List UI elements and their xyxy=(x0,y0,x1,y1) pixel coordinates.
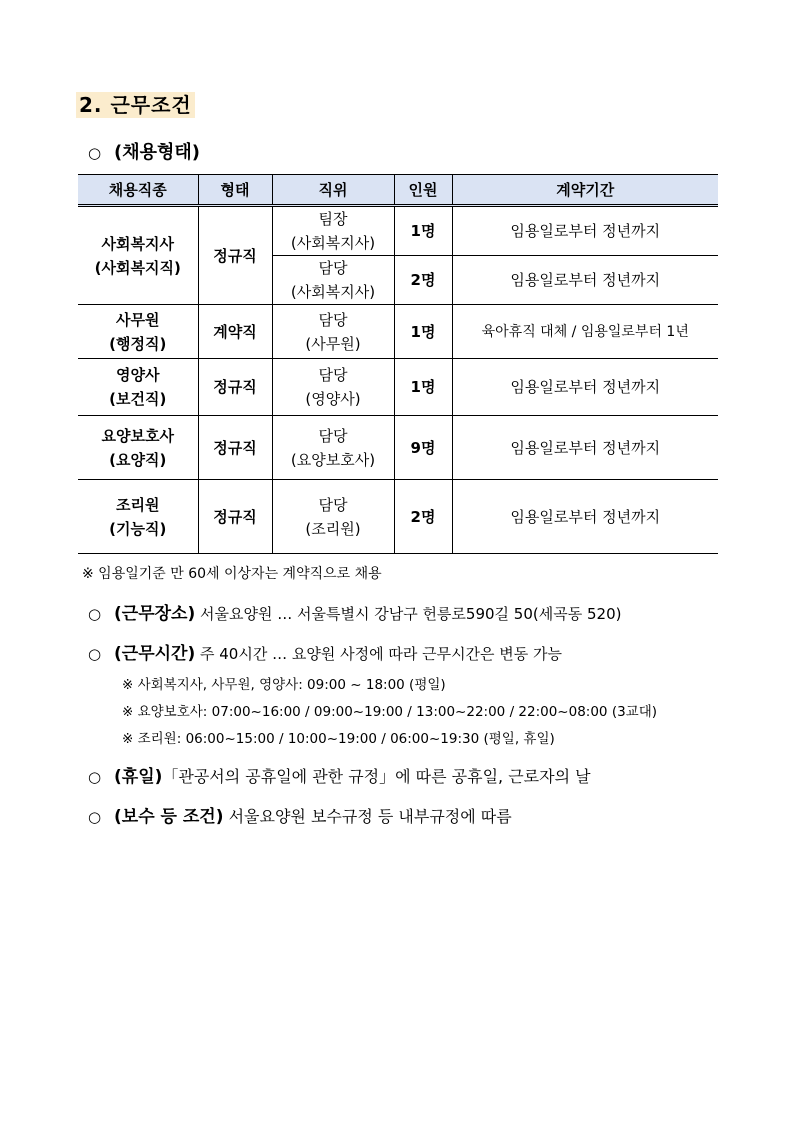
position-cell: 담당 (사무원) xyxy=(272,305,394,359)
employment-heading xyxy=(88,138,200,164)
bullet-icon: ○ xyxy=(88,768,102,786)
type-cell: 정규직 xyxy=(198,359,272,416)
pay-item xyxy=(88,802,512,827)
hours-detail: ※ 요양보호사: 07:00~16:00 / 09:00~19:00 / 13:00~22:00 / 22:00~08:00 (3교대) xyxy=(122,704,658,720)
table-header-row xyxy=(78,175,718,206)
position-cell: 담당 (사회복지사) xyxy=(272,256,394,305)
workplace-text: 서울요양원 … 서울특별시 강남구 헌릉로590길 50(세곡동 520) xyxy=(195,605,622,623)
count-cell: 9명 xyxy=(394,416,452,480)
holiday-item xyxy=(88,762,591,787)
pay-label: (보수 등 조건) xyxy=(114,807,224,827)
table-row xyxy=(78,480,718,554)
column-header-position: 직위 xyxy=(272,175,394,206)
column-header-type: 형태 xyxy=(198,175,272,206)
period-cell: 임용일로부터 정년까지 xyxy=(452,206,718,256)
column-header-job: 채용직종 xyxy=(78,175,198,206)
position-cell: 팀장 (사회복지사) xyxy=(272,206,394,256)
position-cell: 담당 (영양사) xyxy=(272,359,394,416)
holiday-text: 「관공서의 공휴일에 관한 규정」에 따른 공휴일, 근로자의 날 xyxy=(162,767,591,786)
hours-detail: ※ 조리원: 06:00~15:00 / 10:00~19:00 / 06:00~19:30 (평일, 휴일) xyxy=(122,731,555,747)
pay-text: 서울요양원 보수규정 등 내부규정에 따름 xyxy=(223,807,512,826)
count-cell: 2명 xyxy=(394,256,452,305)
bullet-icon: ○ xyxy=(88,605,102,623)
count-cell: 2명 xyxy=(394,480,452,554)
hours-detail: ※ 사회복지사, 사무원, 영양사: 09:00 ~ 18:00 (평일) xyxy=(122,677,446,693)
table-row xyxy=(78,305,718,359)
table-row xyxy=(78,206,718,256)
type-cell: 계약직 xyxy=(198,305,272,359)
period-cell: 육아휴직 대체 / 임용일로부터 1년 xyxy=(452,305,718,359)
period-cell: 임용일로부터 정년까지 xyxy=(452,359,718,416)
job-cell: 사무원 (행정직) xyxy=(78,305,198,359)
employment-table xyxy=(78,174,718,554)
bullet-icon: ○ xyxy=(88,645,102,663)
column-header-count: 인원 xyxy=(394,175,452,206)
hours-item xyxy=(88,639,562,664)
table-row xyxy=(78,359,718,416)
count-cell: 1명 xyxy=(394,359,452,416)
count-cell: 1명 xyxy=(394,305,452,359)
period-cell: 임용일로부터 정년까지 xyxy=(452,256,718,305)
position-cell: 담당 (요양보호사) xyxy=(272,416,394,480)
type-cell: 정규직 xyxy=(198,416,272,480)
section-title: 2. 근무조건 xyxy=(76,92,195,118)
position-cell: 담당 (조리원) xyxy=(272,480,394,554)
age-note: ※ 임용일기준 만 60세 이상자는 계약직으로 채용 xyxy=(82,566,382,582)
workplace-label: (근무장소) xyxy=(114,604,196,624)
table-row xyxy=(78,416,718,480)
job-cell: 영양사 (보건직) xyxy=(78,359,198,416)
type-cell: 정규직 xyxy=(198,480,272,554)
holiday-label: (휴일) xyxy=(114,767,163,787)
bullet-icon: ○ xyxy=(88,144,102,162)
job-cell: 조리원 (기능직) xyxy=(78,480,198,554)
job-cell: 사회복지사 (사회복지직) xyxy=(78,206,198,305)
hours-label: (근무시간) xyxy=(114,644,196,664)
workplace-item xyxy=(88,599,621,624)
period-cell: 임용일로부터 정년까지 xyxy=(452,480,718,554)
bullet-icon: ○ xyxy=(88,808,102,826)
column-header-period: 계약기간 xyxy=(452,175,718,206)
period-cell: 임용일로부터 정년까지 xyxy=(452,416,718,480)
job-cell: 요양보호사 (요양직) xyxy=(78,416,198,480)
type-cell: 정규직 xyxy=(198,206,272,305)
employment-heading-label: (채용형태) xyxy=(114,142,201,163)
hours-text: 주 40시간 … 요양원 사정에 따라 근무시간은 변동 가능 xyxy=(195,645,563,663)
count-cell: 1명 xyxy=(394,206,452,256)
